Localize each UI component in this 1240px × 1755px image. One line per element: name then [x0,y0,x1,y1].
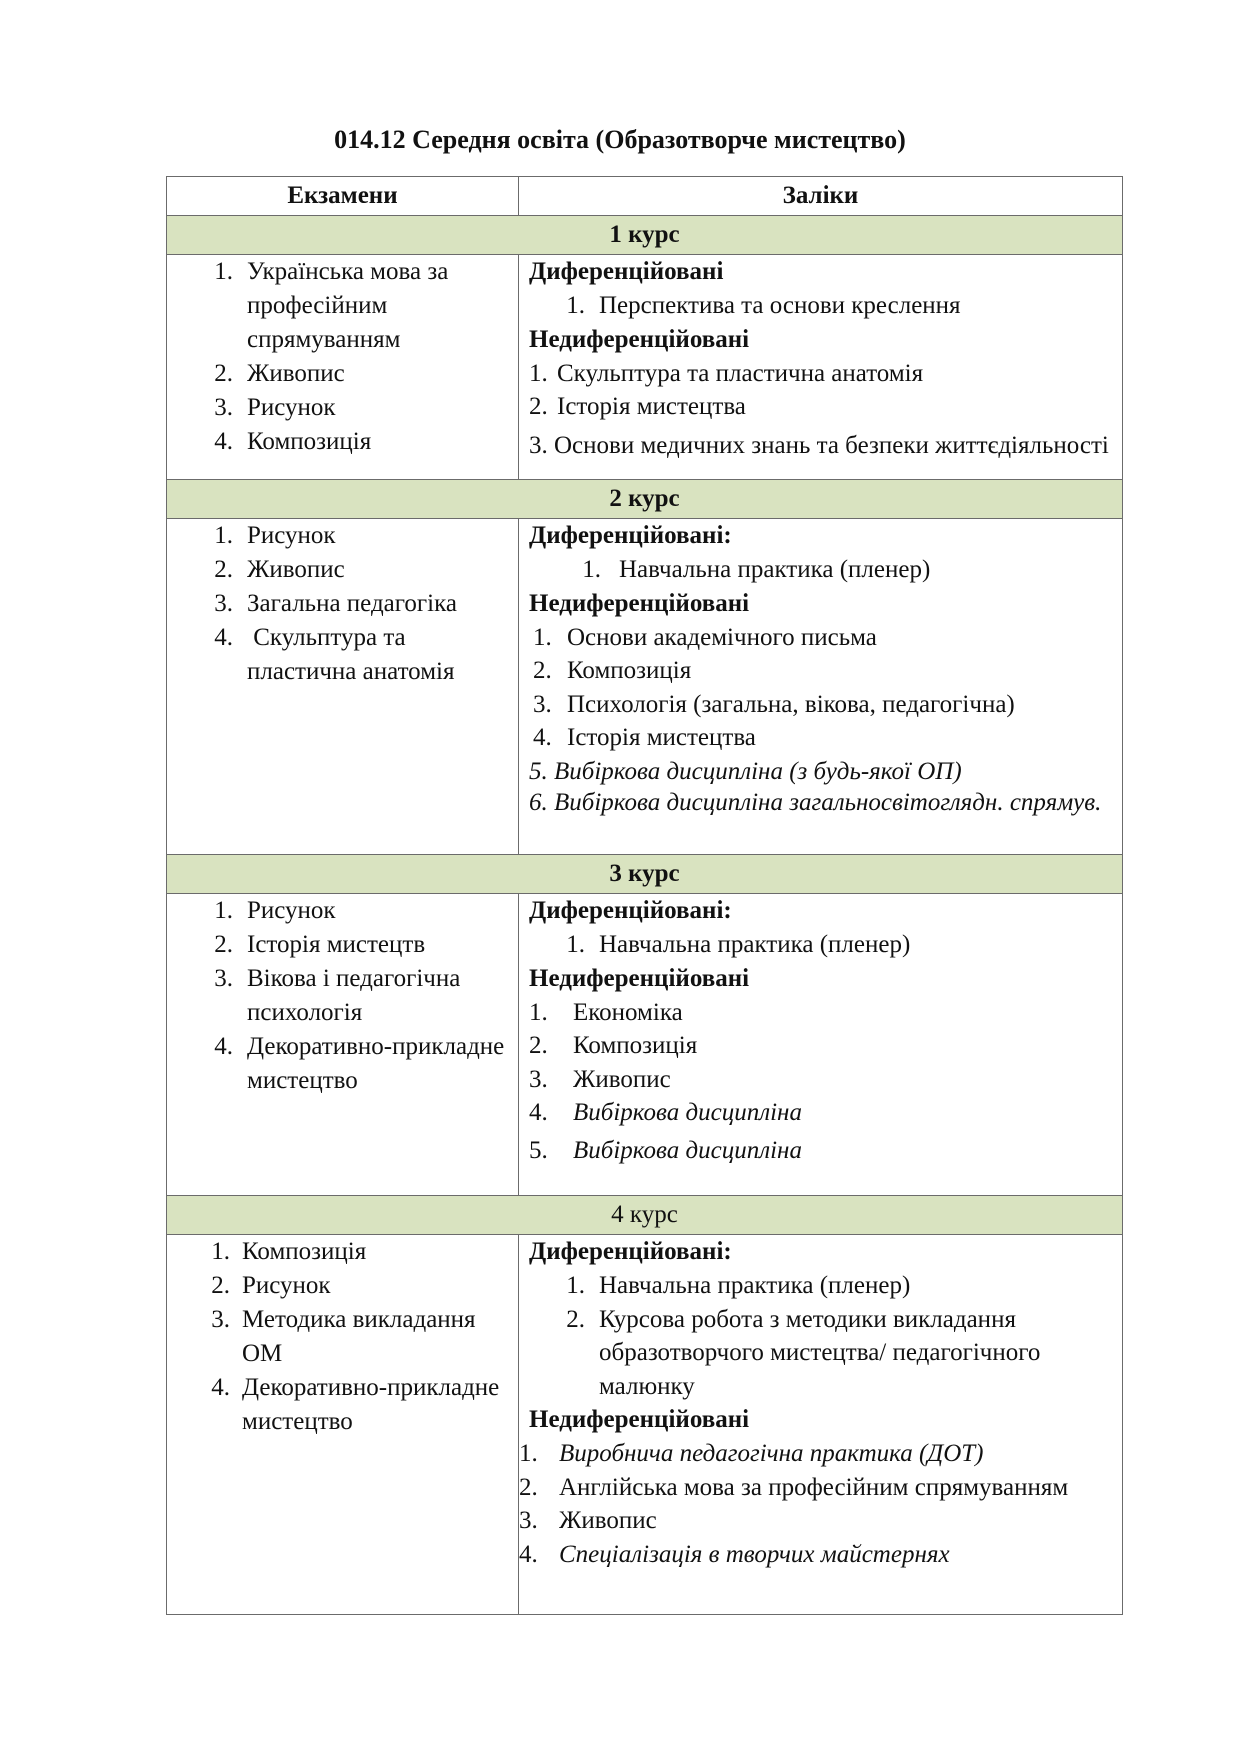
course-row-2 [167,480,1123,519]
exam-item: 2. Живопис [214,360,345,387]
credit-item: 1. Навчальна практика (пленер) [566,1272,911,1299]
course-label: 2 курс [167,480,1123,519]
credit-item: 1. Виробнича педагогічна практика (ДОТ) [519,1440,984,1467]
exam-item: 3. Вікова і педагогічна психологія [214,965,461,1026]
credit-item: 4. Історія мистецтва [533,724,756,751]
credit-item: 1. Перспектива та основи креслення [566,292,961,319]
undifferentiated-heading: Недиференційовані [529,964,750,992]
credit-item: 3. Основи медичних знань та безпеки життєдіяльності [529,431,1109,459]
exam-item: 1. Композиція [211,1238,367,1265]
exam-item: 2. Живопис [214,556,345,583]
course-row-1 [167,216,1123,255]
table-header-row [167,177,1123,216]
credits-cell [519,255,1123,480]
exams-cell [167,519,519,855]
course-content-row-3 [167,894,1123,1196]
course-label: 1 курс [167,216,1123,255]
document-title: 014.12 Середня освіта (Образотворче мистецтво) [334,125,906,154]
exams-column-header: Екзамени [167,177,519,216]
credit-item: 1. Економіка [529,998,683,1026]
credit-item: 2. Композиція [533,657,692,684]
credits-cell [519,894,1123,1196]
credit-item: 4. Вибіркова дисципліна [529,1099,802,1126]
credit-item: 1. Скульптура та пластична анатомія [529,359,924,387]
exam-item: 4. Декоративно-прикладне мистецтво [214,1033,505,1094]
differentiated-heading: Диференційовані: [529,897,732,924]
exam-item: 1. Рисунок [214,522,336,549]
credit-item: 2. Англійська мова за професійним спрямуванням [519,1473,1069,1501]
credit-item: 3. Живопис [519,1507,657,1534]
credits-cell [519,1235,1123,1615]
exam-item: 2. Історія мистецтв [214,931,426,958]
exam-item: 3. Методика викладання ОМ [211,1306,476,1367]
credit-item: 3. Психологія (загальна, вікова, педагогічна) [533,690,1015,718]
exam-item: 1. Українська мова за професійним спрямуванням [214,258,449,353]
credits-column-header: Заліки [519,177,1123,216]
differentiated-heading: Диференційовані: [529,1238,732,1265]
exam-item: 4. Скульптура та пластична анатомія [214,624,455,685]
exam-item: 4. Композиція [214,428,372,455]
exams-cell [167,255,519,480]
credit-item: 2. Історія мистецтва [529,393,746,420]
credit-item: 1. Навчальна практика (пленер) [566,931,911,958]
credit-item: 2. Курсова робота з методики викладання образотворчого мистецтва/ педагогічного малюнку [566,1305,1041,1400]
exam-item: 3. Рисунок [214,394,336,421]
exam-item: 4. Декоративно-прикладне мистецтво [211,1374,500,1435]
course-row-3 [167,855,1123,894]
course-content-row-4 [167,1235,1123,1615]
exam-item: 3. Загальна педагогіка [214,590,457,617]
credit-item: 5. Вибіркова дисципліна [529,1136,802,1164]
credit-item: 4. Спеціалізація в творчих майстернях [519,1540,950,1568]
elective-item: 6. Вибіркова дисципліна загальносвітоглядн. спрямув. [529,788,1102,816]
differentiated-heading: Диференційовані [529,258,724,285]
exams-cell [167,894,519,1196]
course-content-row-1 [167,255,1123,480]
undifferentiated-heading: Недиференційовані [529,589,750,617]
credits-cell [519,519,1123,855]
course-row-4 [167,1196,1123,1235]
exam-item: 1. Рисунок [214,897,336,924]
course-content-row-2 [167,519,1123,855]
credit-item: 2. Композиція [529,1032,698,1059]
credit-item: 1. Основи академічного письма [533,623,877,651]
study-plan-table [166,176,1123,1615]
elective-item: 5. Вибіркова дисципліна (з будь-якої ОП) [529,757,962,785]
credit-item: 3. Живопис [529,1065,671,1093]
course-label: 3 курс [167,855,1123,894]
undifferentiated-heading: Недиференційовані [529,1406,750,1433]
credit-item: 1. Навчальна практика (пленер) [582,556,931,583]
differentiated-heading: Диференційовані: [529,522,732,549]
exams-cell [167,1235,519,1615]
course-label: 4 курс [167,1196,1123,1235]
undifferentiated-heading: Недиференційовані [529,325,750,353]
exam-item: 2. Рисунок [211,1272,331,1299]
